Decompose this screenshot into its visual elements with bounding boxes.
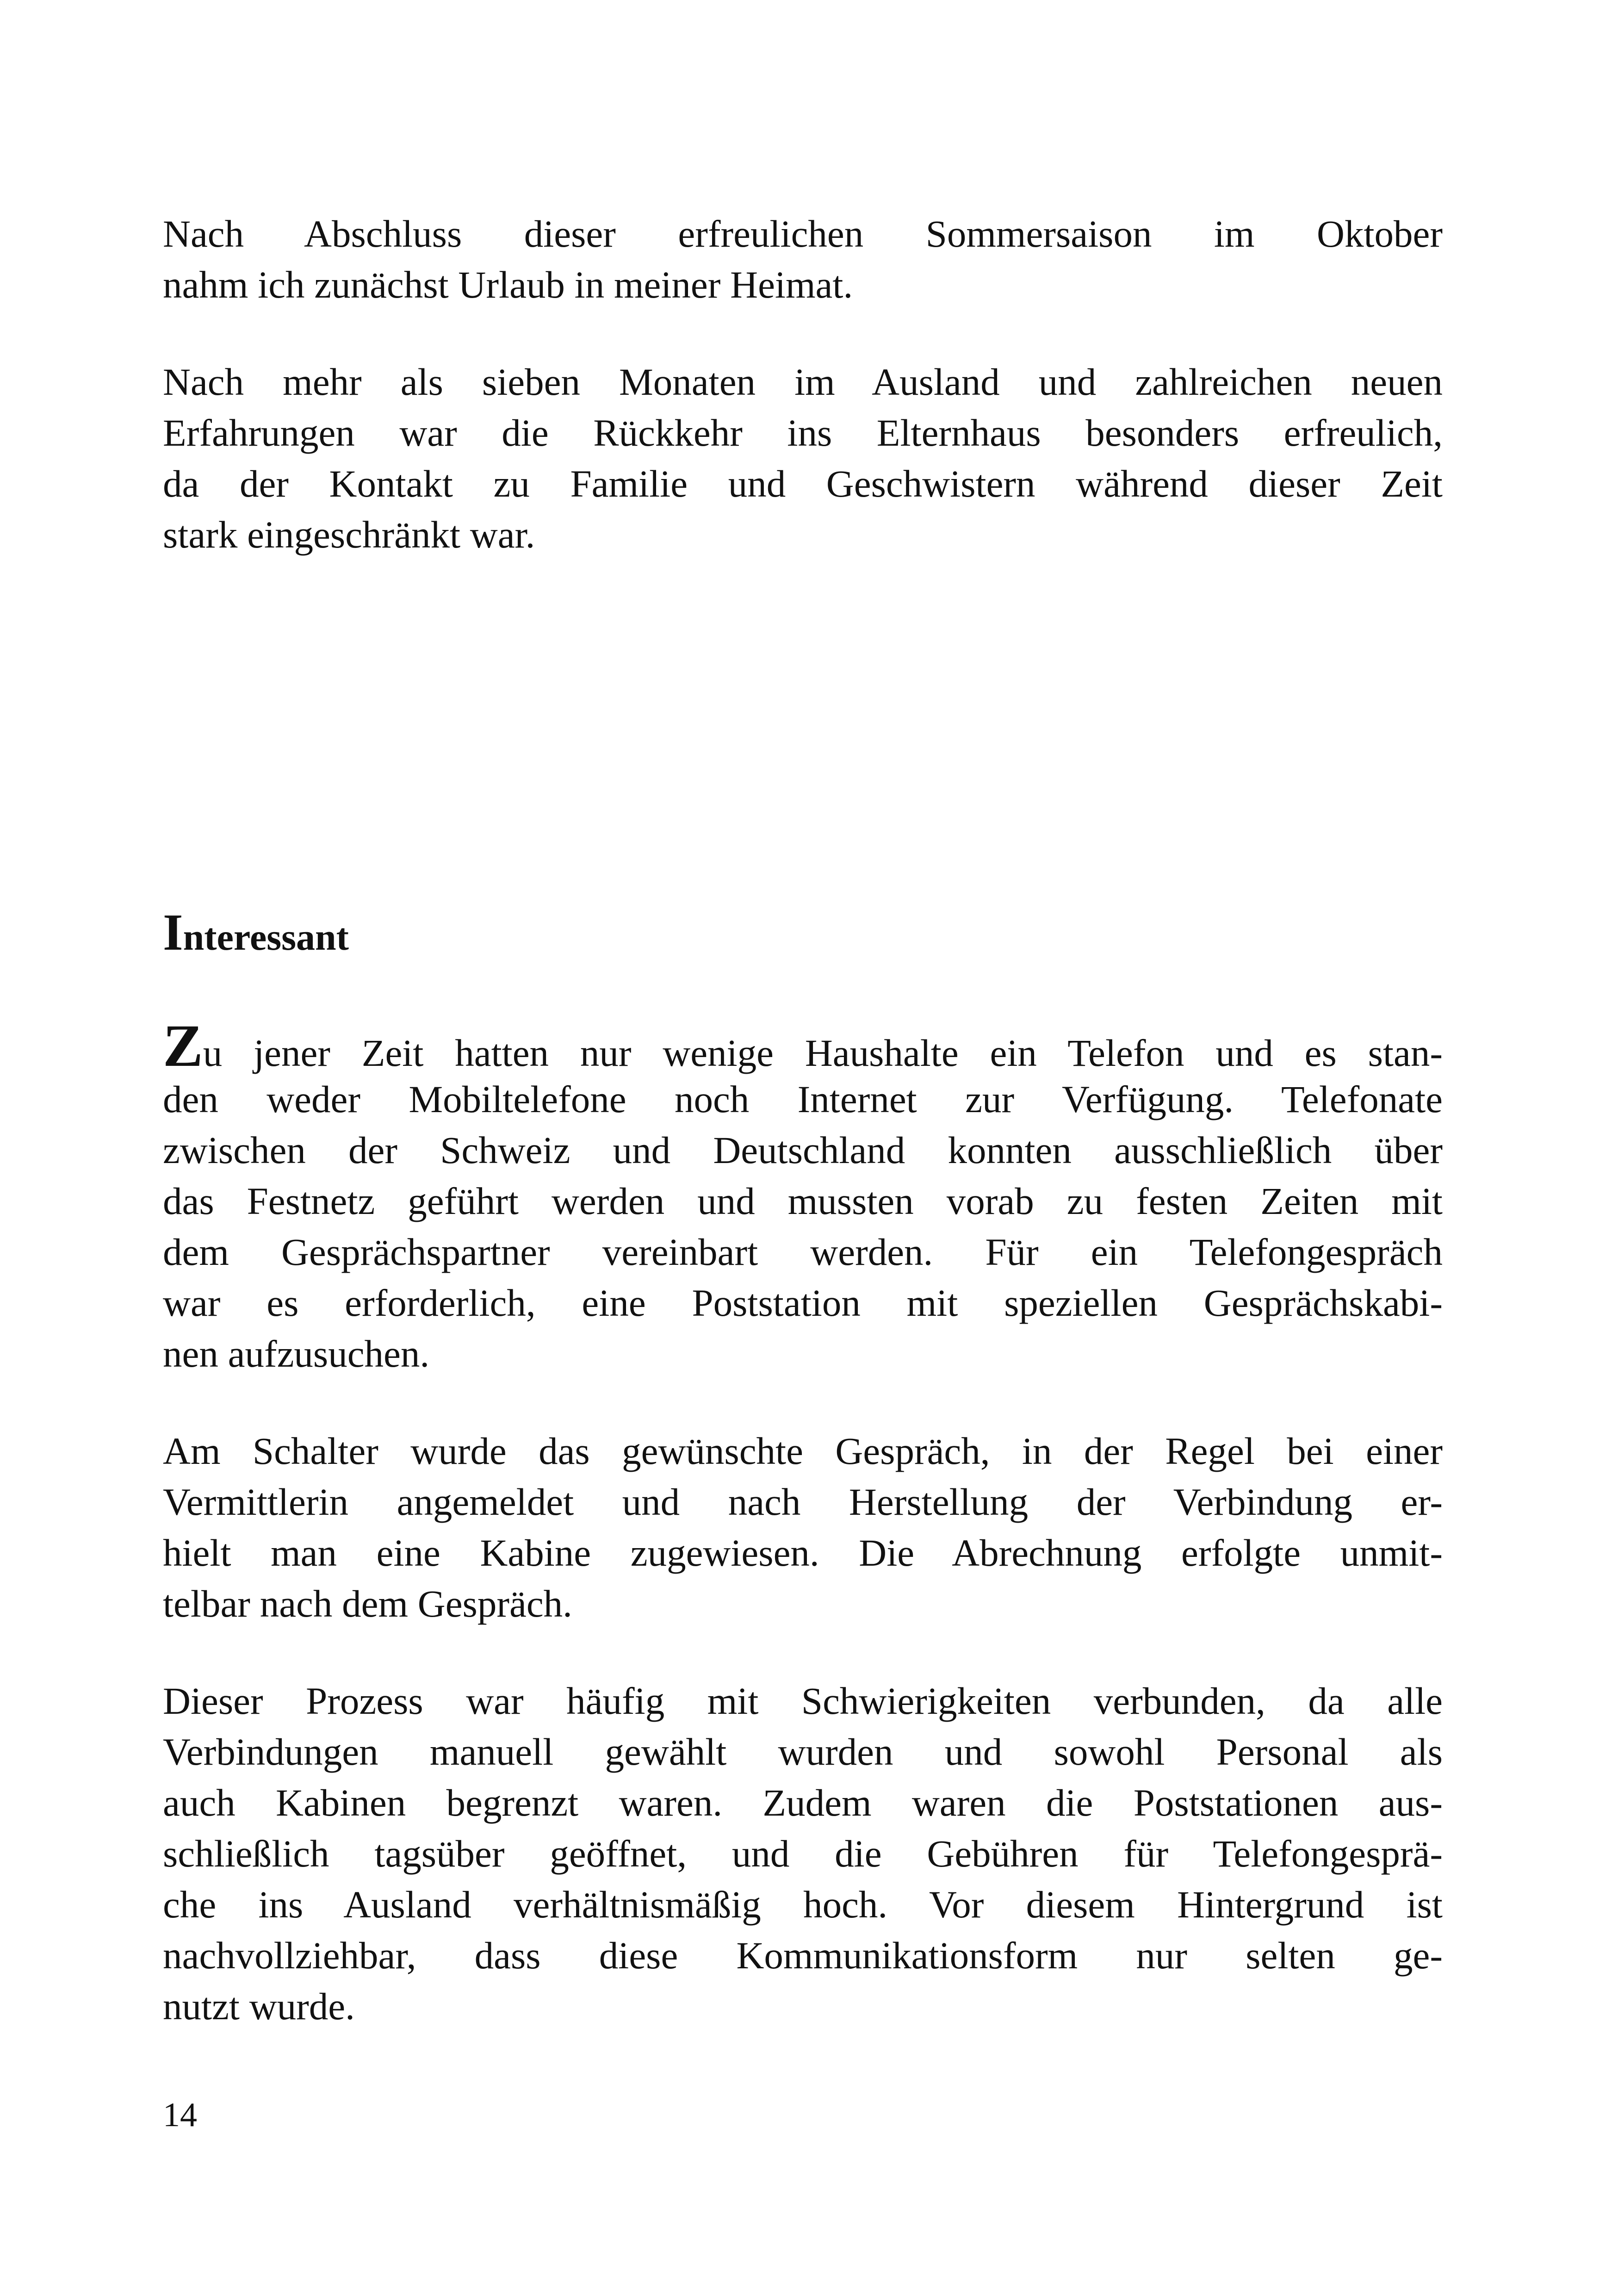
text-line: Verbindungen manuell gewählt wurden und sowohl Personal als <box>163 1730 1443 1773</box>
text-line: nachvollziehbar, dass diese Kommunikationsform nur selten ge- <box>163 1934 1443 1977</box>
text-line: nahm ich zunächst Urlaub in meiner Heimat. <box>163 263 853 306</box>
text-line: auch Kabinen begrenzt waren. Zudem waren die Poststationen aus- <box>163 1781 1443 1824</box>
text-line: nen aufzusuchen. <box>163 1332 430 1375</box>
text-line: telbar nach dem Gespräch. <box>163 1582 572 1625</box>
text-line: war es erforderlich, eine Poststation mit speziellen Gesprächskabi- <box>163 1282 1443 1324</box>
text-line: hielt man eine Kabine zugewiesen. Die Abrechnung erfolgte unmit- <box>163 1531 1443 1574</box>
text-line: Nach Abschluss dieser erfreulichen Sommersaison im Oktober <box>163 212 1443 255</box>
text-line: che ins Ausland verhältnismäßig hoch. Vor diesem Hintergrund ist <box>163 1883 1443 1926</box>
text-line: da der Kontakt zu Familie und Geschwistern während dieser Zeit <box>163 462 1443 505</box>
text-line: stark eingeschränkt war. <box>163 513 535 556</box>
page-number: 14 <box>163 2096 197 2134</box>
text-line: Vermittlerin angemeldet und nach Herstellung der Verbindung er- <box>163 1481 1443 1523</box>
text-line: Erfahrungen war die Rückkehr ins Elternhaus besonders erfreulich, <box>163 411 1443 454</box>
heading-rest: nteressant <box>183 916 349 958</box>
text-line: schließlich tagsüber geöffnet, und die Gebühren für Telefongesprä- <box>163 1832 1443 1875</box>
text-line: Am Schalter wurde das gewünschte Gespräch, in der Regel bei einer <box>163 1430 1443 1472</box>
heading-initial: I <box>163 904 183 961</box>
first-line-rest: u jener Zeit hatten nur wenige Haushalte ein Telefon und es stan- <box>203 1032 1443 1074</box>
text-line: dem Gesprächspartner vereinbart werden. Für ein Telefongespräch <box>163 1231 1443 1273</box>
text-line: zwischen der Schweiz und Deutschland konnten ausschließlich über <box>163 1129 1443 1171</box>
drop-cap: Z <box>163 1013 203 1079</box>
text-line: den weder Mobiltelefone noch Internet zur Verfügung. Telefonate <box>163 1078 1443 1120</box>
text-line: nutzt wurde. <box>163 1985 355 2028</box>
section-heading <box>163 902 349 967</box>
text-line-first <box>163 1013 1443 1079</box>
text-line: Nach mehr als sieben Monaten im Ausland und zahlreichen neuen <box>163 361 1443 403</box>
text-line: das Festnetz geführt werden und mussten vorab zu festen Zeiten mit <box>163 1180 1443 1222</box>
text-line: Dieser Prozess war häufig mit Schwierigkeiten verbunden, da alle <box>163 1680 1443 1722</box>
